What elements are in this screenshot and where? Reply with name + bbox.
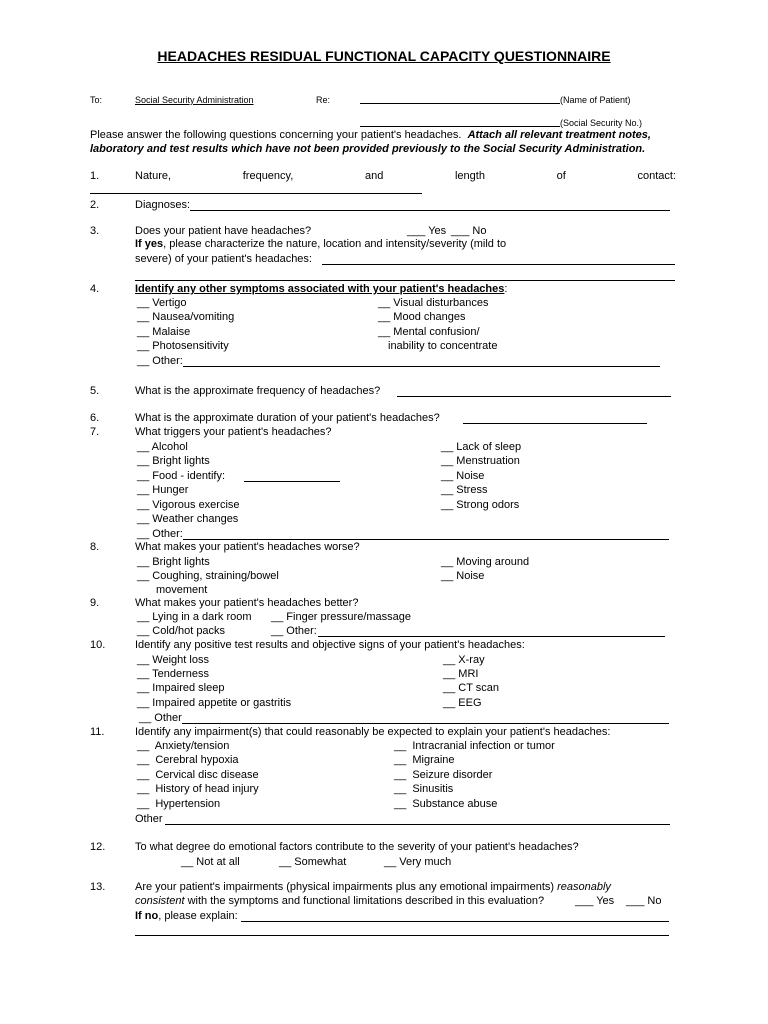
q7-option-alcohol[interactable]: __ Alcohol	[137, 441, 188, 453]
q7-option-lack-of-sleep[interactable]: __ Lack of sleep	[441, 441, 522, 453]
q9-label: What makes your patient's headaches better?	[135, 597, 359, 609]
q1-number: 1.	[90, 170, 100, 182]
q4-number: 4.	[90, 283, 100, 295]
q8-option-coughing-cont: movement	[156, 584, 208, 596]
q7-food-line[interactable]	[244, 481, 340, 482]
q12-number: 12.	[90, 841, 106, 853]
q12-option-somewhat[interactable]: __ Somewhat	[279, 856, 347, 868]
q8-option-noise[interactable]: __ Noise	[441, 570, 485, 582]
q5-label: What is the approximate frequency of headaches?	[135, 385, 381, 397]
q4-option-visual[interactable]: __ Visual disturbances	[378, 297, 489, 309]
q13-answer-line-2[interactable]	[135, 935, 669, 936]
q13-line-2: consistent with the symptoms and functional limitations described in this evaluation?	[135, 895, 545, 907]
q1-label: Nature, frequency, and length of contact:	[135, 170, 676, 182]
q12-option-not-at-all[interactable]: __ Not at all	[181, 856, 240, 868]
q4-option-nausea[interactable]: __ Nausea/vomiting	[137, 311, 235, 323]
q8-number: 8.	[90, 541, 100, 553]
intro-line-1	[90, 128, 651, 142]
q7-option-other[interactable]: __ Other:	[137, 528, 183, 540]
q4-option-vertigo[interactable]: __ Vertigo	[137, 297, 187, 309]
q11-option-sinusitis[interactable]: __ Sinusitis	[394, 783, 454, 795]
q7-option-exercise[interactable]: __ Vigorous exercise	[137, 499, 240, 511]
q10-number: 10.	[90, 639, 106, 651]
ssn-label: (Social Security No.)	[560, 118, 643, 128]
q13-line-1: Are your patient's impairments (physical impairments plus any emotional impairments) reasonably	[135, 881, 611, 893]
q3-label: Does your patient have headaches?	[135, 225, 312, 237]
q7-option-stress[interactable]: __ Stress	[441, 484, 488, 496]
q4-option-confusion[interactable]: __ Mental confusion/	[378, 326, 480, 338]
q4-option-malaise[interactable]: __ Malaise	[137, 326, 191, 338]
q10-option-tenderness[interactable]: __ Tenderness	[137, 668, 209, 680]
q10-label: Identify any positive test results and objective signs of your patient's headaches:	[135, 639, 525, 651]
q7-option-menstruation[interactable]: __ Menstruation	[441, 455, 520, 467]
q11-option-head-injury[interactable]: __ History of head injury	[137, 783, 259, 795]
q12-label: To what degree do emotional factors contribute to the severity of your patient's headaches?	[135, 841, 579, 853]
q10-option-eeg[interactable]: __ EEG	[443, 697, 482, 709]
q5-answer-line[interactable]	[397, 396, 671, 397]
q6-number: 6.	[90, 412, 100, 424]
q3-no-option[interactable]: ___ No	[451, 225, 487, 237]
q4-option-confusion-cont: inability to concentrate	[388, 340, 498, 352]
q13-no-option[interactable]: ___ No	[626, 895, 662, 907]
q8-label: What makes your patient's headaches worse?	[135, 541, 360, 553]
q11-option-seizure[interactable]: __ Seizure disorder	[394, 769, 493, 781]
q1-answer-line[interactable]	[90, 193, 422, 194]
to-value: Social Security Administration	[135, 95, 254, 105]
q11-option-intracranial[interactable]: __ Intracranial infection or tumor	[394, 740, 555, 752]
q9-number: 9.	[90, 597, 100, 609]
q13-answer-line-1[interactable]	[241, 921, 669, 922]
q10-option-weight-loss[interactable]: __ Weight loss	[137, 654, 209, 666]
q11-number: 11.	[90, 726, 105, 738]
ssn-field[interactable]	[360, 126, 560, 127]
q8-option-bright-lights[interactable]: __ Bright lights	[137, 556, 210, 568]
q11-option-cervical[interactable]: __ Cervical disc disease	[137, 769, 259, 781]
q9-other-line[interactable]	[318, 636, 665, 637]
q3-number: 3.	[90, 225, 100, 237]
q8-option-coughing[interactable]: __ Coughing, straining/bowel	[137, 570, 279, 582]
q9-option-finger-pressure[interactable]: __ Finger pressure/massage	[271, 611, 412, 623]
q9-option-other[interactable]: __ Other:	[271, 625, 317, 637]
q11-option-hypoxia[interactable]: __ Cerebral hypoxia	[137, 754, 239, 766]
q11-other-line[interactable]	[165, 824, 670, 825]
q11-option-anxiety[interactable]: __ Anxiety/tension	[137, 740, 230, 752]
q10-option-xray[interactable]: __ X-ray	[443, 654, 485, 666]
intro-bold-text: Attach all relevant treatment notes,	[467, 129, 651, 141]
q10-other-line[interactable]	[182, 723, 669, 724]
patient-name-label: (Name of Patient)	[560, 95, 631, 105]
q11-option-hypertension[interactable]: __ Hypertension	[137, 798, 221, 810]
q7-option-odors[interactable]: __ Strong odors	[441, 499, 520, 511]
q8-option-moving[interactable]: __ Moving around	[441, 556, 530, 568]
intro-text: Please answer the following questions concerning your patient's headaches.	[90, 129, 462, 141]
q4-option-photosensitivity[interactable]: __ Photosensitivity	[137, 340, 229, 352]
q4-option-other[interactable]: __ Other:	[137, 355, 183, 367]
q4-option-mood[interactable]: __ Mood changes	[378, 311, 466, 323]
q7-option-hunger[interactable]: __ Hunger	[137, 484, 189, 496]
q13-ifno-line: If no, please explain:	[135, 910, 238, 922]
q11-option-substance[interactable]: __ Substance abuse	[394, 798, 498, 810]
q7-label: What triggers your patient's headaches?	[135, 426, 332, 438]
q11-label: Identify any impairment(s) that could reasonably be expected to explain your patient's headaches:	[135, 726, 611, 738]
q2-answer-line[interactable]	[190, 210, 670, 211]
q6-answer-line[interactable]	[463, 423, 647, 424]
intro-line-2: laboratory and test results which have not been provided previously to the Social Security Administration.	[90, 143, 646, 155]
q5-number: 5.	[90, 385, 100, 397]
q3-answer-line-2[interactable]	[135, 280, 675, 281]
q6-label: What is the approximate duration of your patient's headaches?	[135, 412, 440, 424]
q11-option-migraine[interactable]: __ Migraine	[394, 754, 455, 766]
q7-number: 7.	[90, 426, 100, 438]
q10-option-mri[interactable]: __ MRI	[443, 668, 479, 680]
q3-answer-line-1[interactable]	[322, 264, 675, 265]
q2-label: Diagnoses:	[135, 199, 191, 211]
q7-option-food[interactable]: __ Food - identify:	[137, 470, 226, 482]
page-title: HEADACHES RESIDUAL FUNCTIONAL CAPACITY QUESTIONNAIRE	[157, 48, 611, 64]
q4-label: Identify any other symptoms associated with your patient's headaches:	[135, 283, 508, 295]
q3-line-2: severe) of your patient's headaches:	[135, 253, 312, 265]
q13-number: 13.	[90, 881, 106, 893]
q10-option-impaired-appetite[interactable]: __ Impaired appetite or gastritis	[137, 697, 292, 709]
q7-option-noise[interactable]: __ Noise	[441, 470, 485, 482]
patient-name-field[interactable]	[360, 103, 560, 104]
q12-option-very-much[interactable]: __ Very much	[384, 856, 452, 868]
q11-option-other[interactable]: Other	[135, 813, 163, 825]
q10-option-impaired-sleep[interactable]: __ Impaired sleep	[137, 682, 225, 694]
to-label: To:	[90, 95, 103, 105]
q7-option-bright-lights[interactable]: __ Bright lights	[137, 455, 210, 467]
q3-yes-option[interactable]: ___ Yes	[407, 225, 447, 237]
q13-yes-option[interactable]: ___ Yes	[575, 895, 615, 907]
q2-number: 2.	[90, 199, 100, 211]
q4-other-line[interactable]	[183, 366, 660, 367]
q9-option-dark-room[interactable]: __ Lying in a dark room	[137, 611, 252, 623]
q3-ifyes-line: If yes, please characterize the nature, location and intensity/severity (mild to	[135, 238, 507, 250]
q10-option-ct-scan[interactable]: __ CT scan	[443, 682, 500, 694]
q10-option-other[interactable]: __ Other	[139, 712, 182, 724]
re-label: Re:	[316, 95, 331, 105]
q9-option-packs[interactable]: __ Cold/hot packs	[137, 625, 226, 637]
q7-option-weather[interactable]: __ Weather changes	[137, 513, 239, 525]
